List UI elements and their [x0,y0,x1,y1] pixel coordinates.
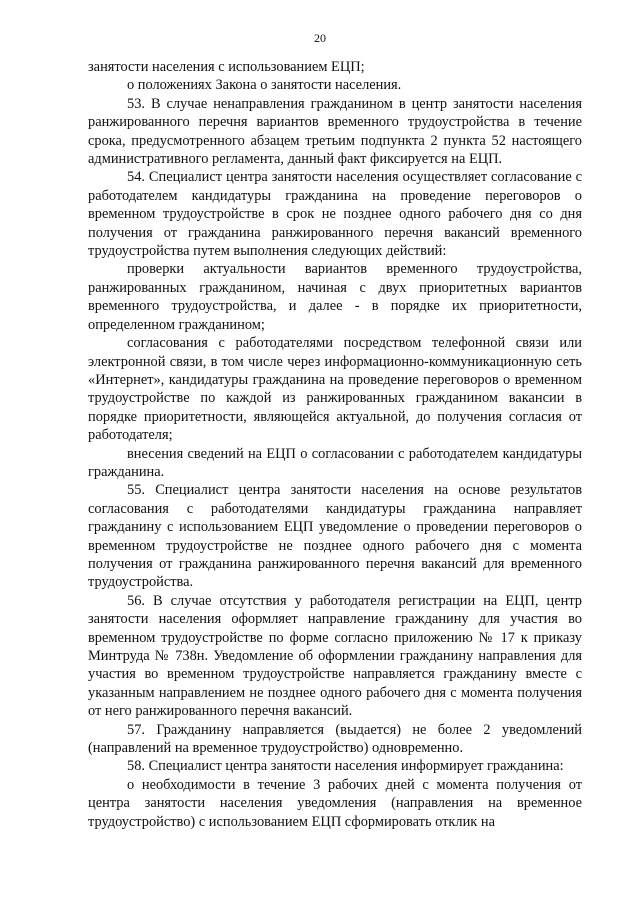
paragraph-58: 58. Специалист центра занятости населения информирует гражданина: [127,758,564,775]
paragraph-54: 54. Специалист центра занятости населения осуществляет согласование с работодателем кандидатуры гражданина на проведение переговоров о временном трудоустройстве в срок не позднее одного рабочего дня со дня получения от гражданина ранжированного перечня вакансий временного трудоустройства путем выполнения следующих действий: [88,169,582,260]
paragraph-56: 56. В случае отсутствия у работодателя регистрации на ЕЦП, центр занятости населения оформляет направление гражданину для участия во временном трудоустройстве по форме согласно приложению № 17 к приказу Минтруда № 738н. Уведомление об оформлении гражданину направления для участия во временном трудоустройстве направляется гражданину вместе с указанным направлением не позднее одного рабочего дня с момента получения от него ранжированного перечня вакансий. [88,592,582,720]
paragraph-55: 55. Специалист центра занятости населения на основе результатов согласования с работодателями кандидатуры гражданина направляет гражданину с использованием ЕЦП уведомление о проведении переговоров о временном трудоустройстве не позднее одного рабочего дня с момента получения от гражданина ранжированного перечня вакансий для временного трудоустройства. [88,482,582,591]
paragraph-54-entry: внесения сведений на ЕЦП о согласовании с работодателем кандидатуры гражданина. [88,445,582,480]
page-number: 20 [314,31,326,45]
paragraph-58-necessity: о необходимости в течение 3 рабочих дней с момента получения от центра занятости населения уведомления (направления на временное трудоустройство) с использованием ЕЦП сформировать отклик на [88,776,582,830]
paragraph-53: 53. В случае ненаправления гражданином в центр занятости населения ранжированного перечня вариантов временного трудоустройства в течение срока, предусмотренного абзацем третьим подпункта 2 пункта 52 настоящего административного регламента, данный факт фиксируется на ЕЦП. [88,95,582,168]
paragraph-54-check-relevance: проверки актуальности вариантов временного трудоустройства, ранжированных гражданином, начиная с двух приоритетных вариантов временного трудоустройства, и далее - в порядке их приоритетности, определенном гражданином; [88,261,582,333]
paragraph-54-coordination: согласования с работодателями посредством телефонной связи или электронной связи, в том числе через информационно-коммуникационную сеть «Интернет», кандидатуры гражданина на проведение переговоров о временном трудоустройстве по каждой из ранжированных гражданином вакансии в порядке приоритетности, являющейся актуальной, до получения согласия от работодателя; [88,335,582,444]
paragraph-law-provisions: о положениях Закона о занятости населения. [127,77,402,94]
paragraph-continuation: занятости населения с использованием ЕЦП; [88,59,365,75]
document-body [88,58,582,831]
paragraph-57: 57. Гражданину направляется (выдается) не более 2 уведомлений (направлений на временное трудоустройство) одновременно. [88,721,582,757]
